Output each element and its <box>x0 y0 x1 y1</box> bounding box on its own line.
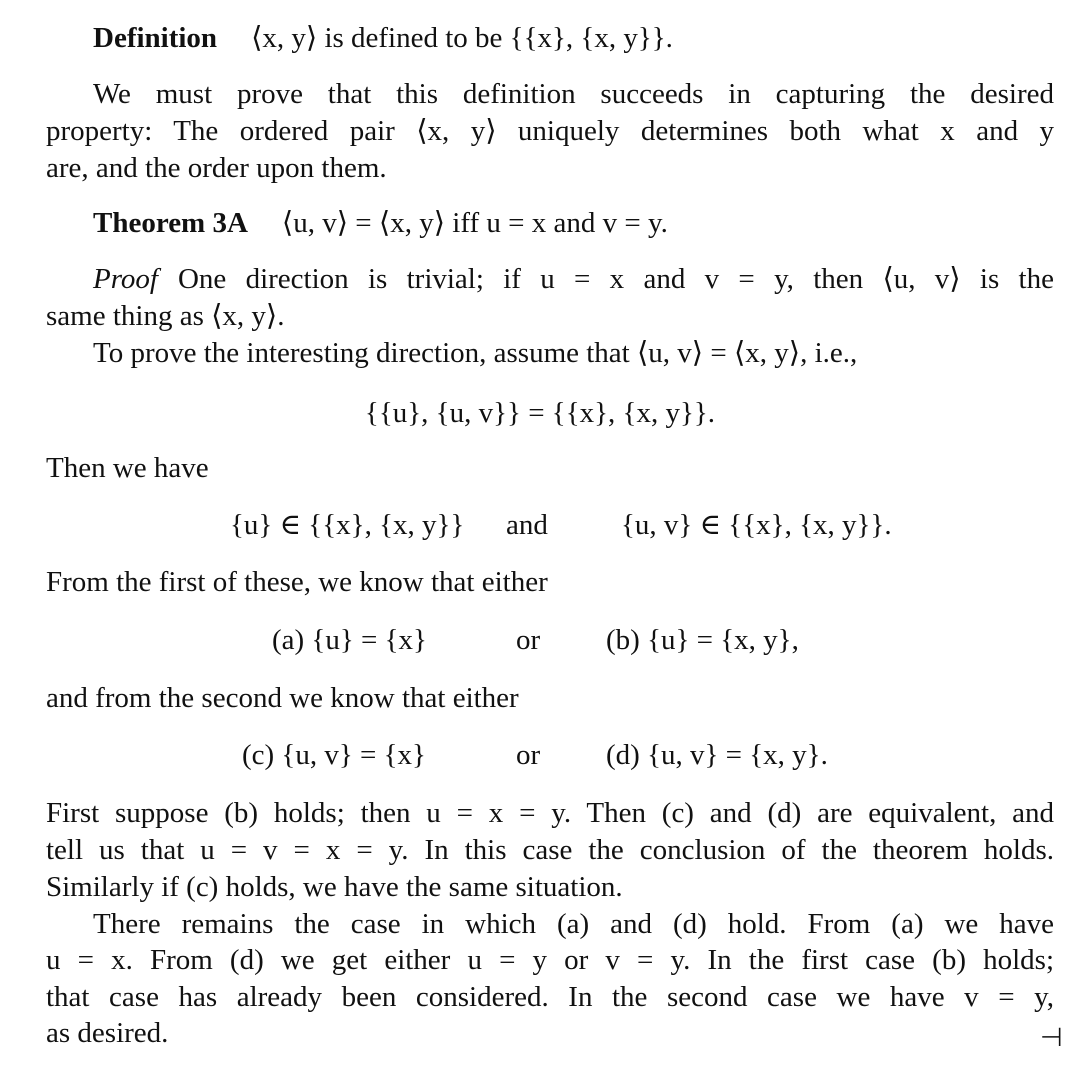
case-a: (a) {u} = {x} <box>272 624 427 656</box>
theorem-text: ⟨u, v⟩ = ⟨x, y⟩ iff u = x and v = y. <box>281 207 668 239</box>
proof-line: as desired. <box>46 1017 169 1049</box>
proof-line: There remains the case in which (a) and (d) hold. From (a) we have <box>93 908 1054 940</box>
theorem-label: Theorem 3A <box>93 207 248 239</box>
theorem-line <box>93 205 1054 241</box>
proof-line: Then we have <box>46 452 209 484</box>
intro-line: We must prove that this definition succeeds in capturing the desired <box>93 78 1054 110</box>
display-equation: {{u}, {u, v}} = {{x}, {x, y}}. <box>364 397 716 429</box>
proof-label: Proof <box>93 263 158 295</box>
proof-line: u = x. From (d) we get either u = y or v = y. In the first case (b) holds; <box>46 944 1054 976</box>
membership-and: and <box>506 509 548 541</box>
proof-line: that case has already been considered. In the second case we have v = y, <box>46 981 1054 1013</box>
intro-line: are, and the order upon them. <box>46 152 387 184</box>
proof-line: Similarly if (c) holds, we have the same situation. <box>46 871 623 903</box>
case-or: or <box>516 624 541 656</box>
proof-line: From the first of these, we know that either <box>46 566 548 598</box>
intro-line: property: The ordered pair ⟨x, y⟩ uniquely determines both what x and y <box>46 115 1054 147</box>
cases-cd <box>242 737 902 773</box>
proof-line: and from the second we know that either <box>46 682 519 714</box>
cases-ab <box>272 622 872 658</box>
proof-line: To prove the interesting direction, assume that ⟨u, v⟩ = ⟨x, y⟩, i.e., <box>93 337 858 369</box>
case-or: or <box>516 739 541 771</box>
proof-line <box>93 261 1054 297</box>
qed-icon: ⊣ <box>1040 1023 1063 1053</box>
case-b: (b) {u} = {x, y}, <box>606 624 799 656</box>
proof-line: First suppose (b) holds; then u = x = y. Then (c) and (d) are equivalent, and <box>46 797 1054 829</box>
membership-left: {u} ∈ {{x}, {x, y}} <box>230 509 465 541</box>
display-equation-membership <box>230 507 990 543</box>
definition-text: ⟨x, y⟩ is defined to be {{x}, {x, y}}. <box>251 22 673 54</box>
proof-line: same thing as ⟨x, y⟩. <box>46 300 285 332</box>
case-c: (c) {u, v} = {x} <box>242 739 426 771</box>
membership-right: {u, v} ∈ {{x}, {x, y}}. <box>621 509 892 541</box>
case-d: (d) {u, v} = {x, y}. <box>606 739 828 771</box>
proof-text: One direction is trivial; if u = x and v = y, then ⟨u, v⟩ is the <box>177 263 1054 295</box>
proof-line: tell us that u = v = x = y. In this case the conclusion of the theorem holds. <box>46 834 1054 866</box>
definition-label: Definition <box>93 22 218 54</box>
definition-line <box>93 20 1054 56</box>
